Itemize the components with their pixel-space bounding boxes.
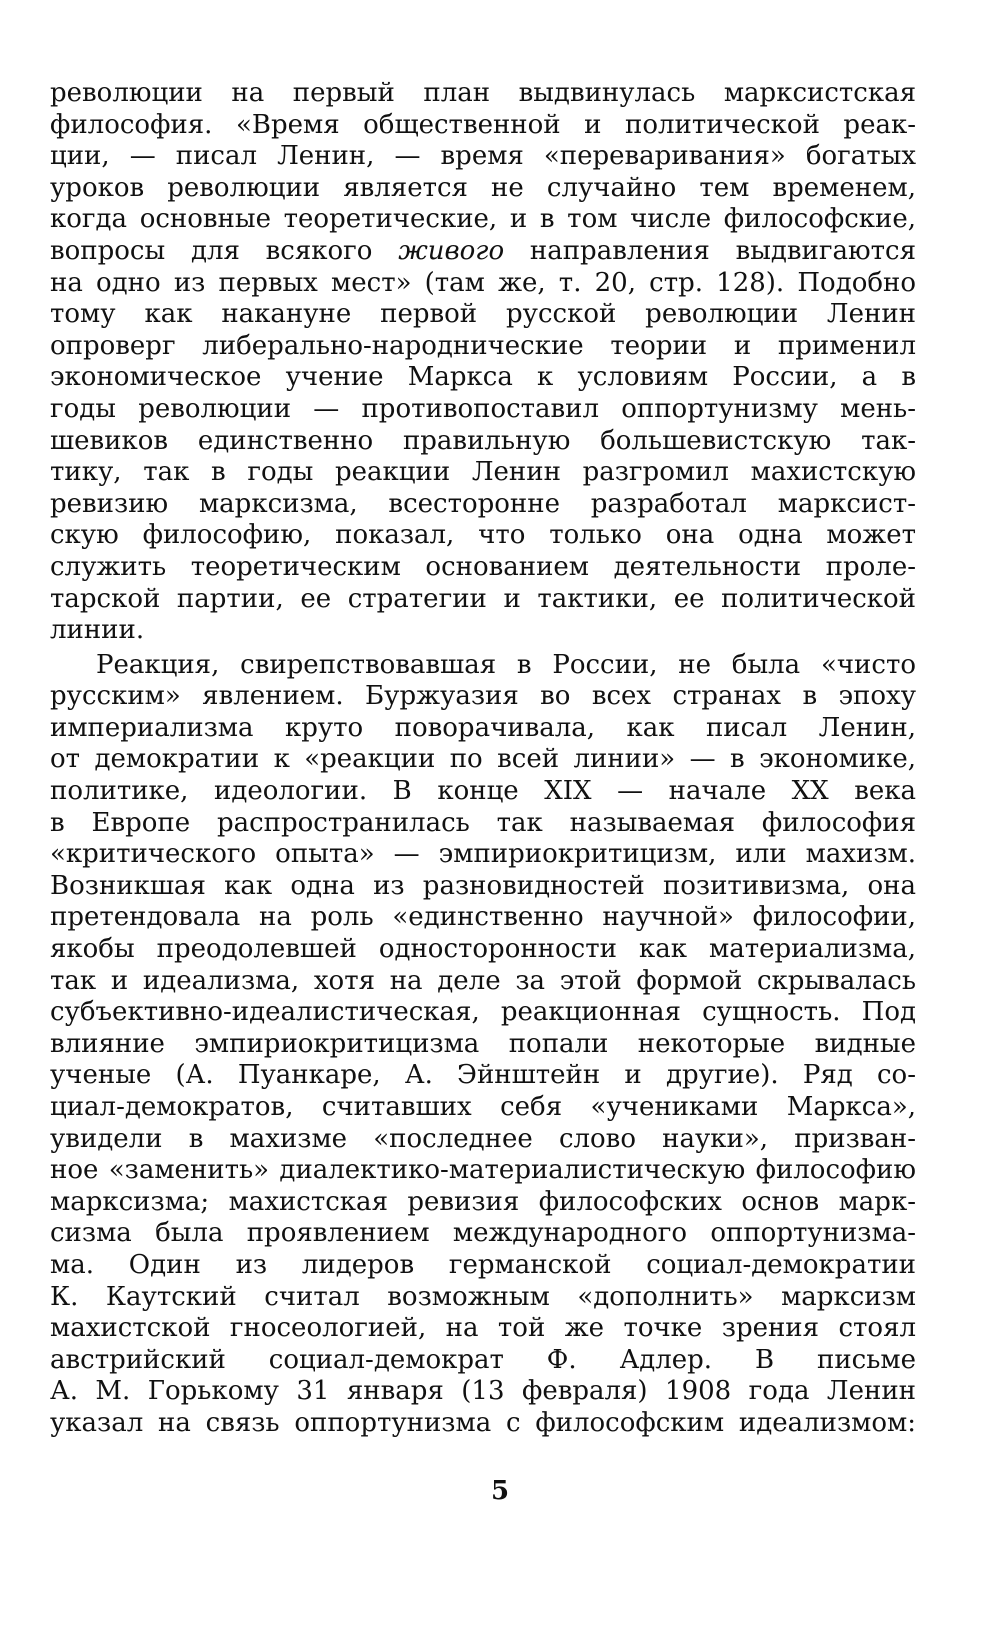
paragraph-1 xyxy=(50,78,916,647)
text-line: ции, — писал Ленин, — время «переваривания» богатых xyxy=(50,141,916,172)
text-line: империализма круто поворачивала, как писал Ленин, xyxy=(50,712,916,743)
text-line: когда основные теоретические, и в том числе философские, xyxy=(50,204,916,235)
text-line: Реакция, свирепствовавшая в России, не была «чисто xyxy=(96,649,916,680)
text-line: сизма была проявлением международного оппортунизма- xyxy=(50,1218,916,1249)
text-line: ное «заменить» диалектико-материалистическую философию xyxy=(50,1155,916,1186)
text-line: философия. «Время общественной и политической реак- xyxy=(50,109,916,140)
text-line: вопросы для всякого живого направления выдвигаются xyxy=(50,235,916,266)
text-line: революции на первый план выдвинулась марксистская xyxy=(50,78,916,108)
paragraph-2 xyxy=(50,650,916,1440)
text-line: увидели в махизме «последнее слово науки», призван- xyxy=(50,1123,916,1154)
text-line: экономическое учение Маркса к условиям России, а в xyxy=(50,362,916,393)
text-line: уроков революции является не случайно тем временем, xyxy=(50,172,916,203)
text-line: якобы преодолевшей односторонности как материализма, xyxy=(50,934,916,965)
text-line: А. М. Горькому 31 января (13 февраля) 1908 года Ленин xyxy=(50,1376,916,1407)
text-line: циал-демократов, считавших себя «учениками Маркса», xyxy=(50,1092,916,1122)
text-line: Возникшая как одна из разновидностей позитивизма, она xyxy=(50,870,916,901)
text-line: скую философию, показал, что только она одна может xyxy=(50,520,916,551)
text-line: тарской партии, ее стратегии и тактики, ее политической xyxy=(50,583,916,614)
text-line: от демократии к «реакции по всей линии» — в экономике, xyxy=(50,744,916,775)
text-line: служить теоретическим основанием деятельности проле- xyxy=(50,551,916,582)
page-number: 5 xyxy=(490,1476,510,1506)
text-line: тику, так в годы реакции Ленин разгромил махистскую xyxy=(50,457,916,488)
text-line: махистской гносеологией, на той же точке зрения стоял xyxy=(50,1313,916,1344)
text-line: К. Каутский считал возможным «дополнить» марксизм xyxy=(50,1281,916,1312)
text-line: так и идеализма, хотя на деле за этой формой скрывалась xyxy=(50,965,916,996)
text-line: ревизию марксизма, всесторонне разработал марксист- xyxy=(50,488,916,519)
text-line: субъективно-идеалистическая, реакционная сущность. Под xyxy=(50,997,916,1028)
text-line: влияние эмпириокритицизма попали некоторые видные xyxy=(50,1028,916,1059)
text-line: годы революции — противопоставил оппортунизму мень- xyxy=(50,393,916,424)
text-line: опроверг либерально-народнические теории и применил xyxy=(50,330,916,361)
text-line: австрийский социал-демократ Ф. Адлер. В письме xyxy=(50,1344,916,1375)
text-line: политике, идеологии. В конце XIX — начале XX века xyxy=(50,776,916,807)
emphasis-word: живого xyxy=(398,235,505,266)
text-line: марксизма; махистская ревизия философских основ марк- xyxy=(50,1186,916,1217)
text-line: указал на связь оппортунизма с философским идеализмом: xyxy=(50,1407,916,1438)
text-line: ученые (А. Пуанкаре, А. Эйнштейн и другие). Ряд со- xyxy=(50,1060,916,1091)
text-line: тому как накануне первой русской революции Ленин xyxy=(50,299,916,330)
text-line: ма. Один из лидеров германской социал-демократии xyxy=(50,1249,916,1280)
text-line: на одно из первых мест» (там же, т. 20, стр. 128). Подобно xyxy=(50,267,916,298)
text-line: линии. xyxy=(50,615,145,646)
text-line: «критического опыта» — эмпириокритицизм, или махизм. xyxy=(50,839,916,870)
text-line: претендовала на роль «единственно научной» философии, xyxy=(50,902,916,933)
page-body xyxy=(50,78,916,1440)
text-line: русским» явлением. Буржуазия во всех странах в эпоху xyxy=(50,681,916,712)
text-line: шевиков единственно правильную большевистскую так- xyxy=(50,425,916,456)
text-line: в Европе распространилась так называемая философия xyxy=(50,807,916,838)
